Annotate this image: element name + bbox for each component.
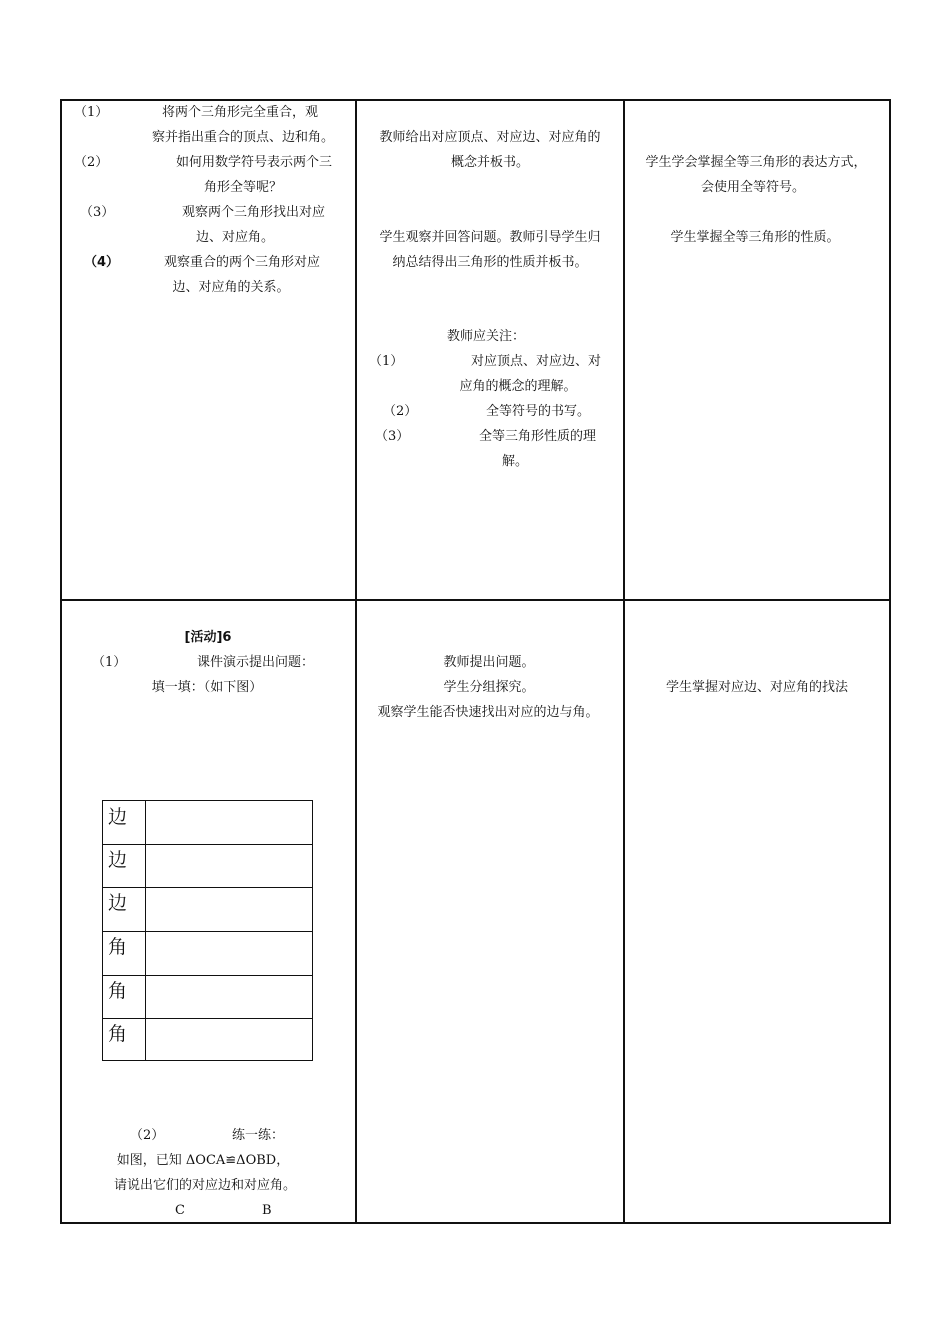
figure-label-c: C xyxy=(175,1203,185,1218)
goal-para2: 学生掌握全等三角形的性质。 xyxy=(670,230,840,245)
fill-in-table xyxy=(102,800,313,1061)
fill-in-table-row-line xyxy=(103,887,312,888)
q1-text-cont: 察并指出重合的顶点、边和角。 xyxy=(151,130,335,145)
table-label-angle: 角 xyxy=(108,980,128,1002)
table-label-angle: 角 xyxy=(108,936,128,958)
q2-text: 如何用数学符号表示两个三 xyxy=(176,155,333,170)
table-border-right xyxy=(889,99,891,1224)
question-statement: 请说出它们的对应边和对应角。 xyxy=(113,1178,297,1193)
table-border-top xyxy=(60,99,891,101)
row2-col3-goal: 学生掌握对应边、对应角的找法 xyxy=(665,680,849,695)
fill-in-table-row-line xyxy=(103,844,312,845)
table-border-left xyxy=(60,99,62,1224)
teacher-action-1: 教师提出问题。 xyxy=(443,655,535,670)
activity-title: [活动]6 xyxy=(184,630,232,645)
fill-in-table-row-line xyxy=(103,931,312,932)
activity-q1-text: 课件演示提出问题： xyxy=(197,655,315,670)
teacher-action-3: 观察学生能否快速找出对应的边与角。 xyxy=(377,705,599,720)
q4-text: 观察重合的两个三角形对应 xyxy=(164,255,321,270)
q2-text-cont: 角形全等呢？ xyxy=(203,180,283,195)
attention-3-number: （3） xyxy=(375,429,410,444)
q3-text-cont: 边、对应角。 xyxy=(195,230,275,245)
attention-1-cont: 应角的概念的理解。 xyxy=(459,379,577,394)
attention-1-text: 对应顶点、对应边、对 xyxy=(471,354,602,369)
figure-label-b: B xyxy=(262,1203,272,1218)
table-border-bottom xyxy=(60,1222,891,1224)
q3-number: （3） xyxy=(80,205,115,220)
q1-text: 将两个三角形完全重合，观 xyxy=(162,105,319,120)
q4-number: （4） xyxy=(84,255,120,270)
table-col-divider-1 xyxy=(355,99,357,1224)
attention-3-cont: 解。 xyxy=(501,454,529,469)
teacher-para2-line2: 纳总结得出三角形的性质并板书。 xyxy=(392,255,588,270)
activity-q1-number: （1） xyxy=(92,655,127,670)
attention-2-text: 全等符号的书写。 xyxy=(486,404,591,419)
fill-in-table-row-line xyxy=(103,975,312,976)
table-label-side: 边 xyxy=(108,849,128,871)
table-label-side: 边 xyxy=(108,892,128,914)
q3-text: 观察两个三角形找出对应 xyxy=(182,205,326,220)
table-col-divider-2 xyxy=(623,99,625,1224)
teacher-para1-line1: 教师给出对应顶点、对应边、对应角的 xyxy=(379,130,601,145)
goal-para1-line2: 会使用全等符号。 xyxy=(700,180,806,195)
attention-title: 教师应关注： xyxy=(446,329,526,344)
table-label-side: 边 xyxy=(108,806,128,828)
goal-para1-line1: 学生学会掌握全等三角形的表达方式， xyxy=(645,155,867,170)
fill-in-instruction: 填一填：（如下图） xyxy=(151,680,263,695)
attention-2-number: （2） xyxy=(383,404,418,419)
q2-number: （2） xyxy=(74,155,109,170)
given-statement: 如图，已知 ΔOCA≌ΔOBD， xyxy=(116,1153,290,1168)
table-row-divider xyxy=(60,599,891,601)
teacher-action-2: 学生分组探究。 xyxy=(443,680,535,695)
teacher-para1-line2: 概念并板书。 xyxy=(450,155,530,170)
attention-3-text: 全等三角形性质的理 xyxy=(479,429,597,444)
activity-q2-number: （2） xyxy=(130,1128,165,1143)
fill-in-table-row-line xyxy=(103,1018,312,1019)
teacher-para2-line1: 学生观察并回答问题。教师引导学生归 xyxy=(379,230,601,245)
attention-1-number: （1） xyxy=(369,354,404,369)
q4-text-cont: 边、对应角的关系。 xyxy=(172,280,290,295)
q1-number: （1） xyxy=(74,105,109,120)
table-label-angle: 角 xyxy=(108,1023,128,1045)
activity-q2-text: 练一练： xyxy=(232,1128,285,1143)
